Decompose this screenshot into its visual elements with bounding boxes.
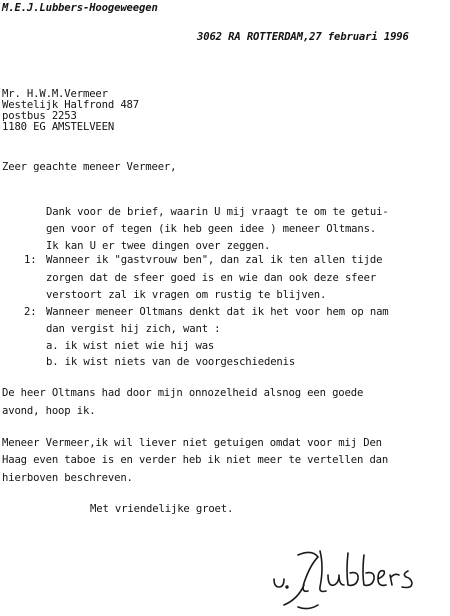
salutation: Zeer geachte meneer Vermeer, [2, 161, 177, 173]
sender-name: M.E.J.Lubbers-Hoogeweegen [2, 2, 158, 14]
point-1-marker: 1: [24, 254, 37, 266]
point-2-marker: 2: [24, 306, 37, 318]
point-2-line-1: Wanneer meneer Oltmans denkt dat ik het voor hem op nam [46, 306, 389, 318]
point-2-sub-b: b. ik wist niets van de voorgeschiedenis [46, 356, 296, 368]
place-date: 3062 RA ROTTERDAM,27 februari 1996 [197, 31, 409, 43]
intro-line-3: Ik kan U er twee dingen over zeggen. [46, 240, 271, 252]
point-1-line-1: Wanneer ik "gastvrouw ben", dan zal ik ten allen tijde [46, 254, 383, 266]
handwritten-signature [268, 545, 433, 613]
intro-line-1: Dank voor de brief, waarin U mij vraagt te om te getui- [46, 206, 389, 218]
oltmans-line-1: De heer Oltmans had door mijn onnozelheid alsnog een goede [2, 387, 364, 399]
vermeer-line-3: hierboven beschreven. [2, 472, 133, 484]
recipient-postbus: postbus 2253 [2, 110, 77, 122]
point-1-line-2: zorgen dat de sfeer goed is en wie dan ook deze sfeer [46, 272, 377, 284]
point-2-line-2: dan vergist hij zich, want : [46, 323, 221, 335]
recipient-city: 1180 EG AMSTELVEEN [2, 121, 115, 133]
closing: Met vriendelijke groet. [90, 503, 234, 515]
intro-line-2: gen voor of tegen (ik heb geen idee ) meneer Oltmans. [46, 223, 377, 235]
recipient-name: Mr. H.W.M.Vermeer [2, 88, 108, 100]
point-1-line-3: verstoort zal ik vragen om rustig te blijven. [46, 289, 327, 301]
vermeer-line-1: Meneer Vermeer,ik wil liever niet getuigen omdat voor mij Den [2, 437, 382, 449]
vermeer-line-2: Haag even taboe is en verder heb ik niet meer te vertellen dan [2, 454, 389, 466]
oltmans-line-2: avond, hoop ik. [2, 405, 96, 417]
recipient-street: Westelijk Halfrond 487 [2, 99, 140, 111]
point-2-sub-a: a. ik wist niet wie hij was [46, 340, 215, 352]
